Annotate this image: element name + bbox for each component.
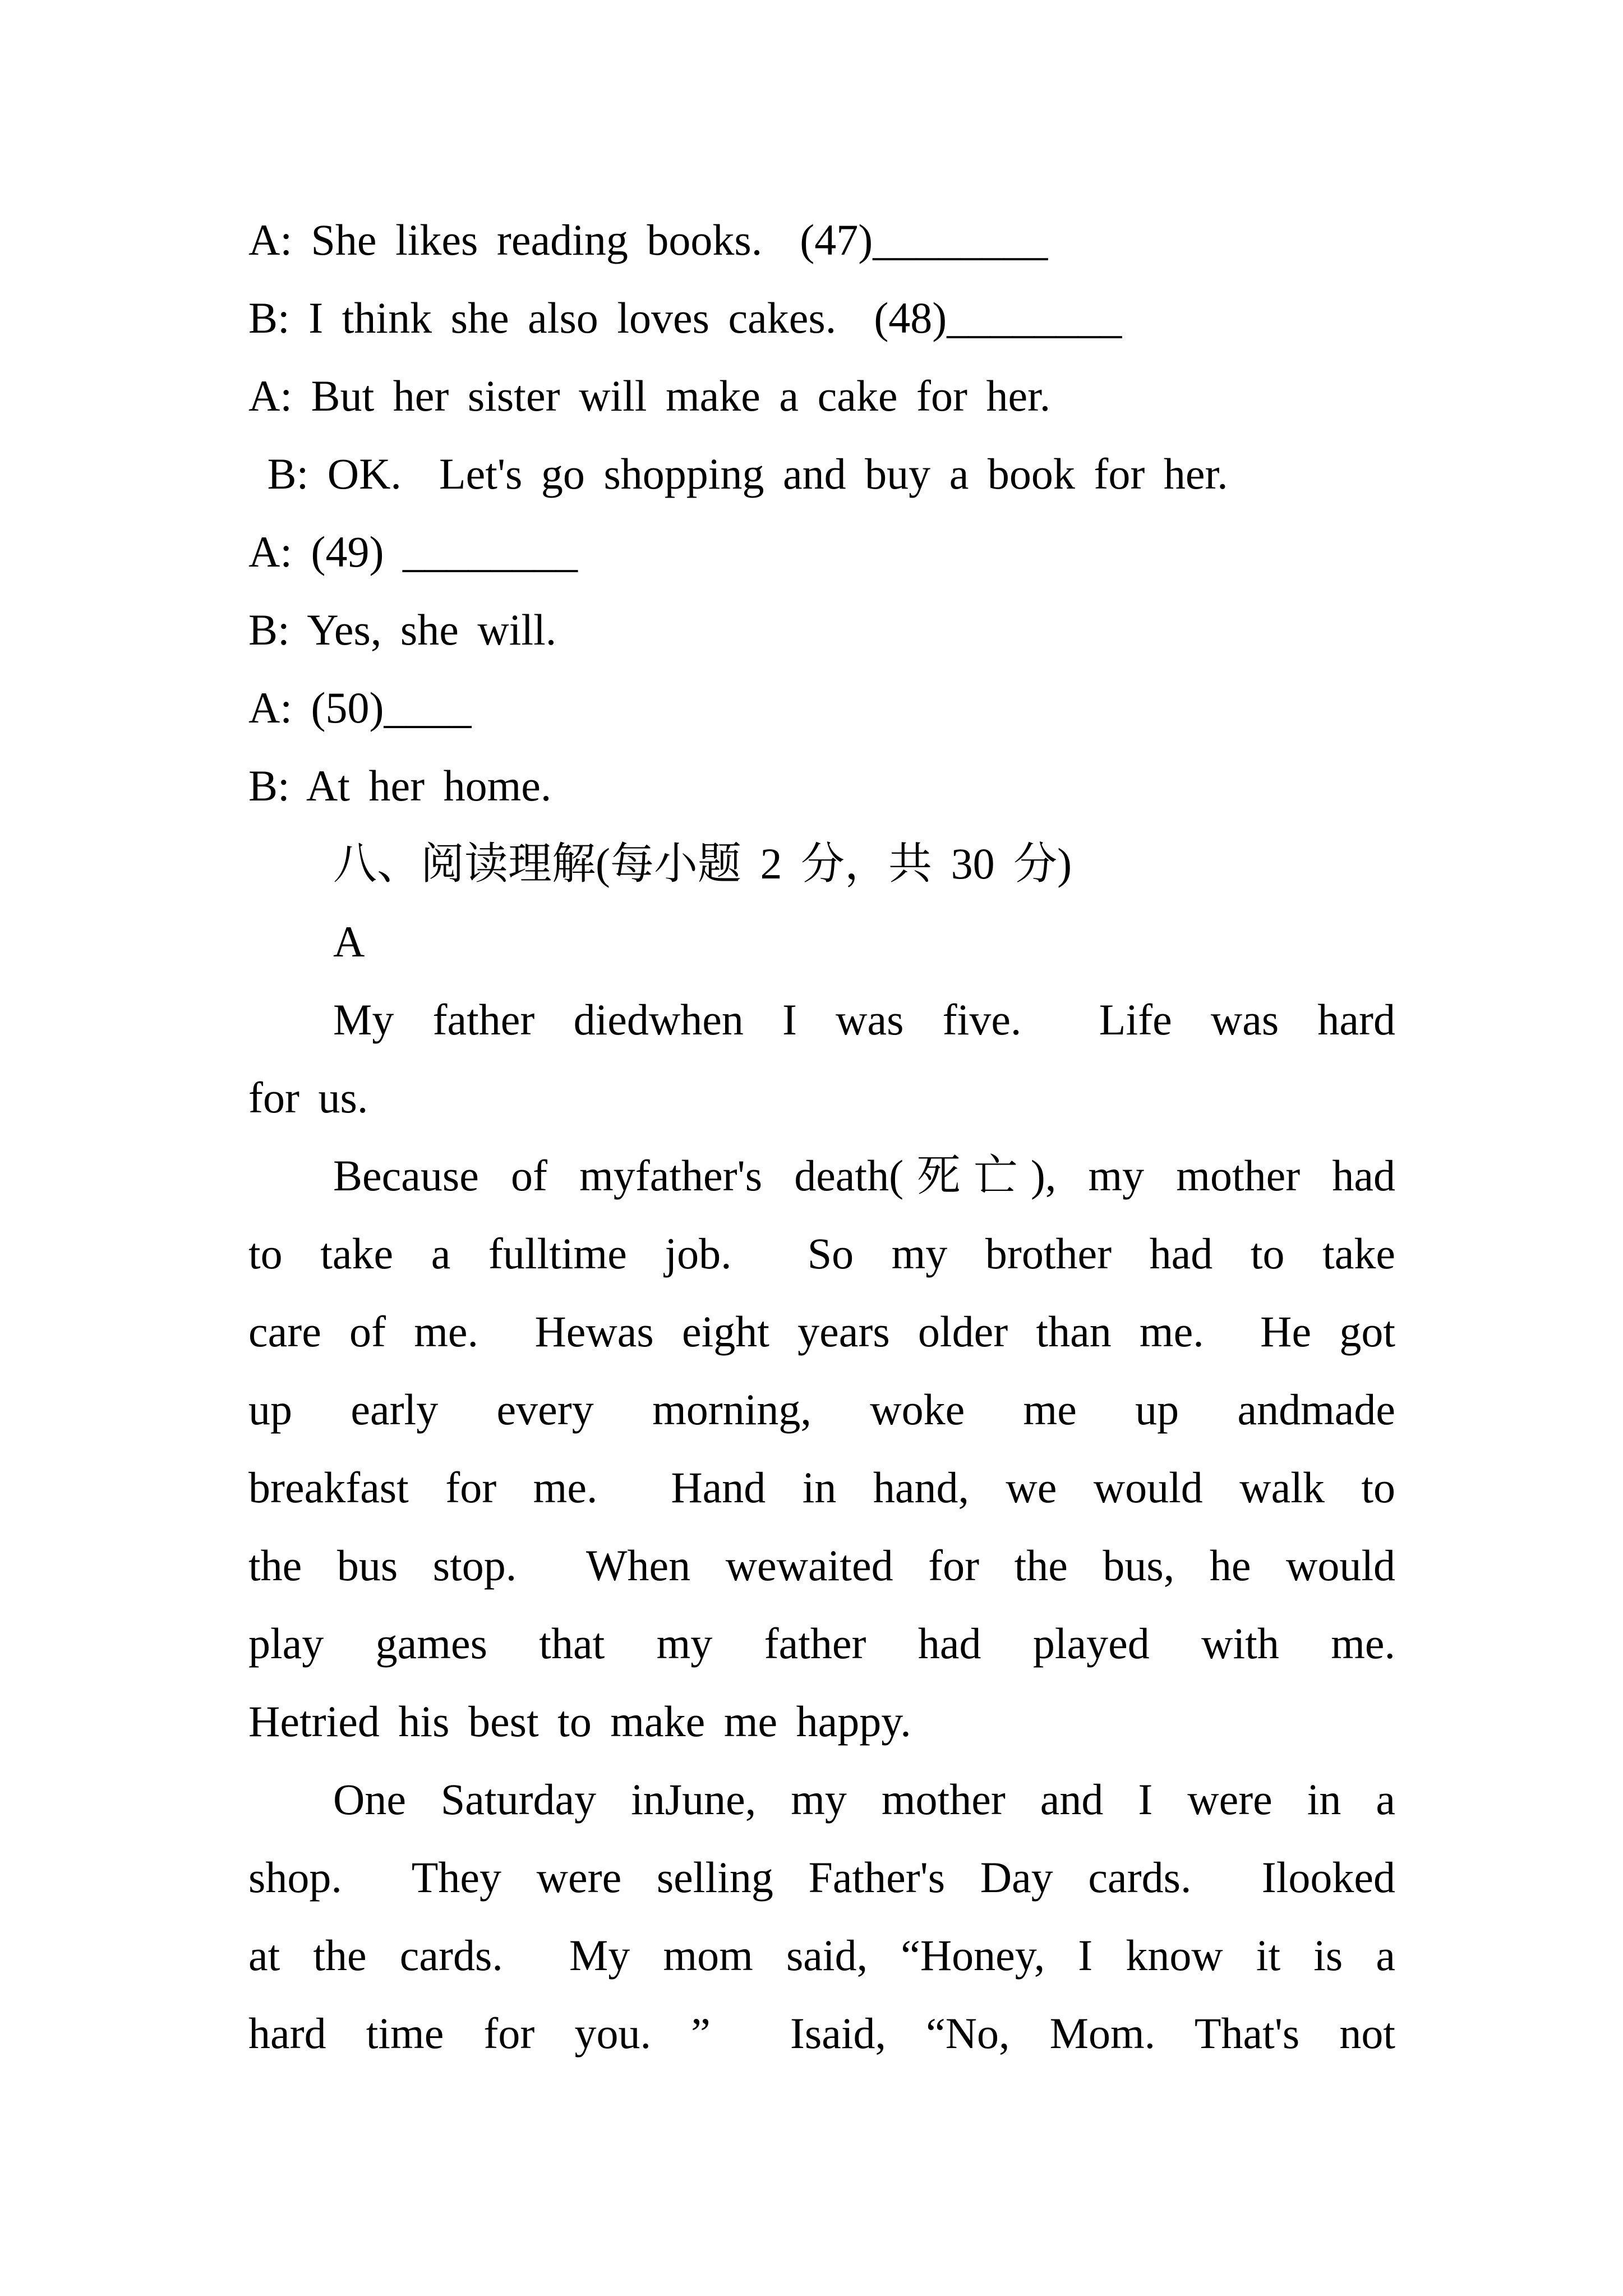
dialogue-line-blank-49: A: (49) ________ (248, 527, 578, 576)
paragraph-line: Hetried his best to make me happy. (248, 1697, 911, 1746)
passage-label: A (333, 917, 365, 966)
paragraph-line: hard time for you. ” Isaid, “No, Mom. That's not (248, 2009, 1395, 2058)
paragraph-line: to take a fulltime job. So my brother had to take (248, 1229, 1395, 1278)
paragraph-line: at the cards. My mom said, “Honey, I know it is a (248, 1931, 1395, 1980)
paragraph-line: Because of myfather's death(死亡), my mother had (333, 1151, 1395, 1200)
paragraph-line: shop. They were selling Father's Day cards. Ilooked (248, 1853, 1395, 1902)
paragraph-line: play games that my father had played with me. (248, 1619, 1395, 1668)
passage-paragraph (248, 1137, 1395, 1760)
paragraph-line: the bus stop. When wewaited for the bus, he would (248, 1541, 1395, 1590)
dialogue-line-blank-50: A: (50)____ (248, 683, 472, 732)
dialogue-line: A: But her sister will make a cake for her. (248, 371, 1051, 420)
dialogue-line: B: I think she also loves cakes. (48)________ (248, 293, 1122, 342)
paragraph-line: My father diedwhen I was five. Life was hard (333, 995, 1395, 1044)
passage-paragraph (248, 1760, 1395, 2072)
paragraph-line: breakfast for me. Hand in hand, we would walk to (248, 1463, 1395, 1512)
dialogue-line: B: Yes, she will. (248, 605, 557, 654)
dialogue-line: B: At her home. (248, 761, 552, 810)
paragraph-line: care of me. Hewas eight years older than me. He got (248, 1307, 1395, 1356)
passage-paragraph (248, 981, 1395, 1137)
dialogue-line: B: OK. Let's go shopping and buy a book for her. (248, 449, 1228, 498)
page-content (248, 201, 1395, 2072)
paragraph-line: One Saturday inJune, my mother and I were in a (333, 1775, 1395, 1824)
paragraph-line: for us. (248, 1073, 368, 1122)
section-header: 八、阅读理解(每小题 2 分，共 30 分) (333, 839, 1072, 888)
dialogue-line: A: She likes reading books. (47)________ (248, 215, 1048, 264)
paragraph-line: up early every morning, woke me up andmade (248, 1385, 1395, 1434)
